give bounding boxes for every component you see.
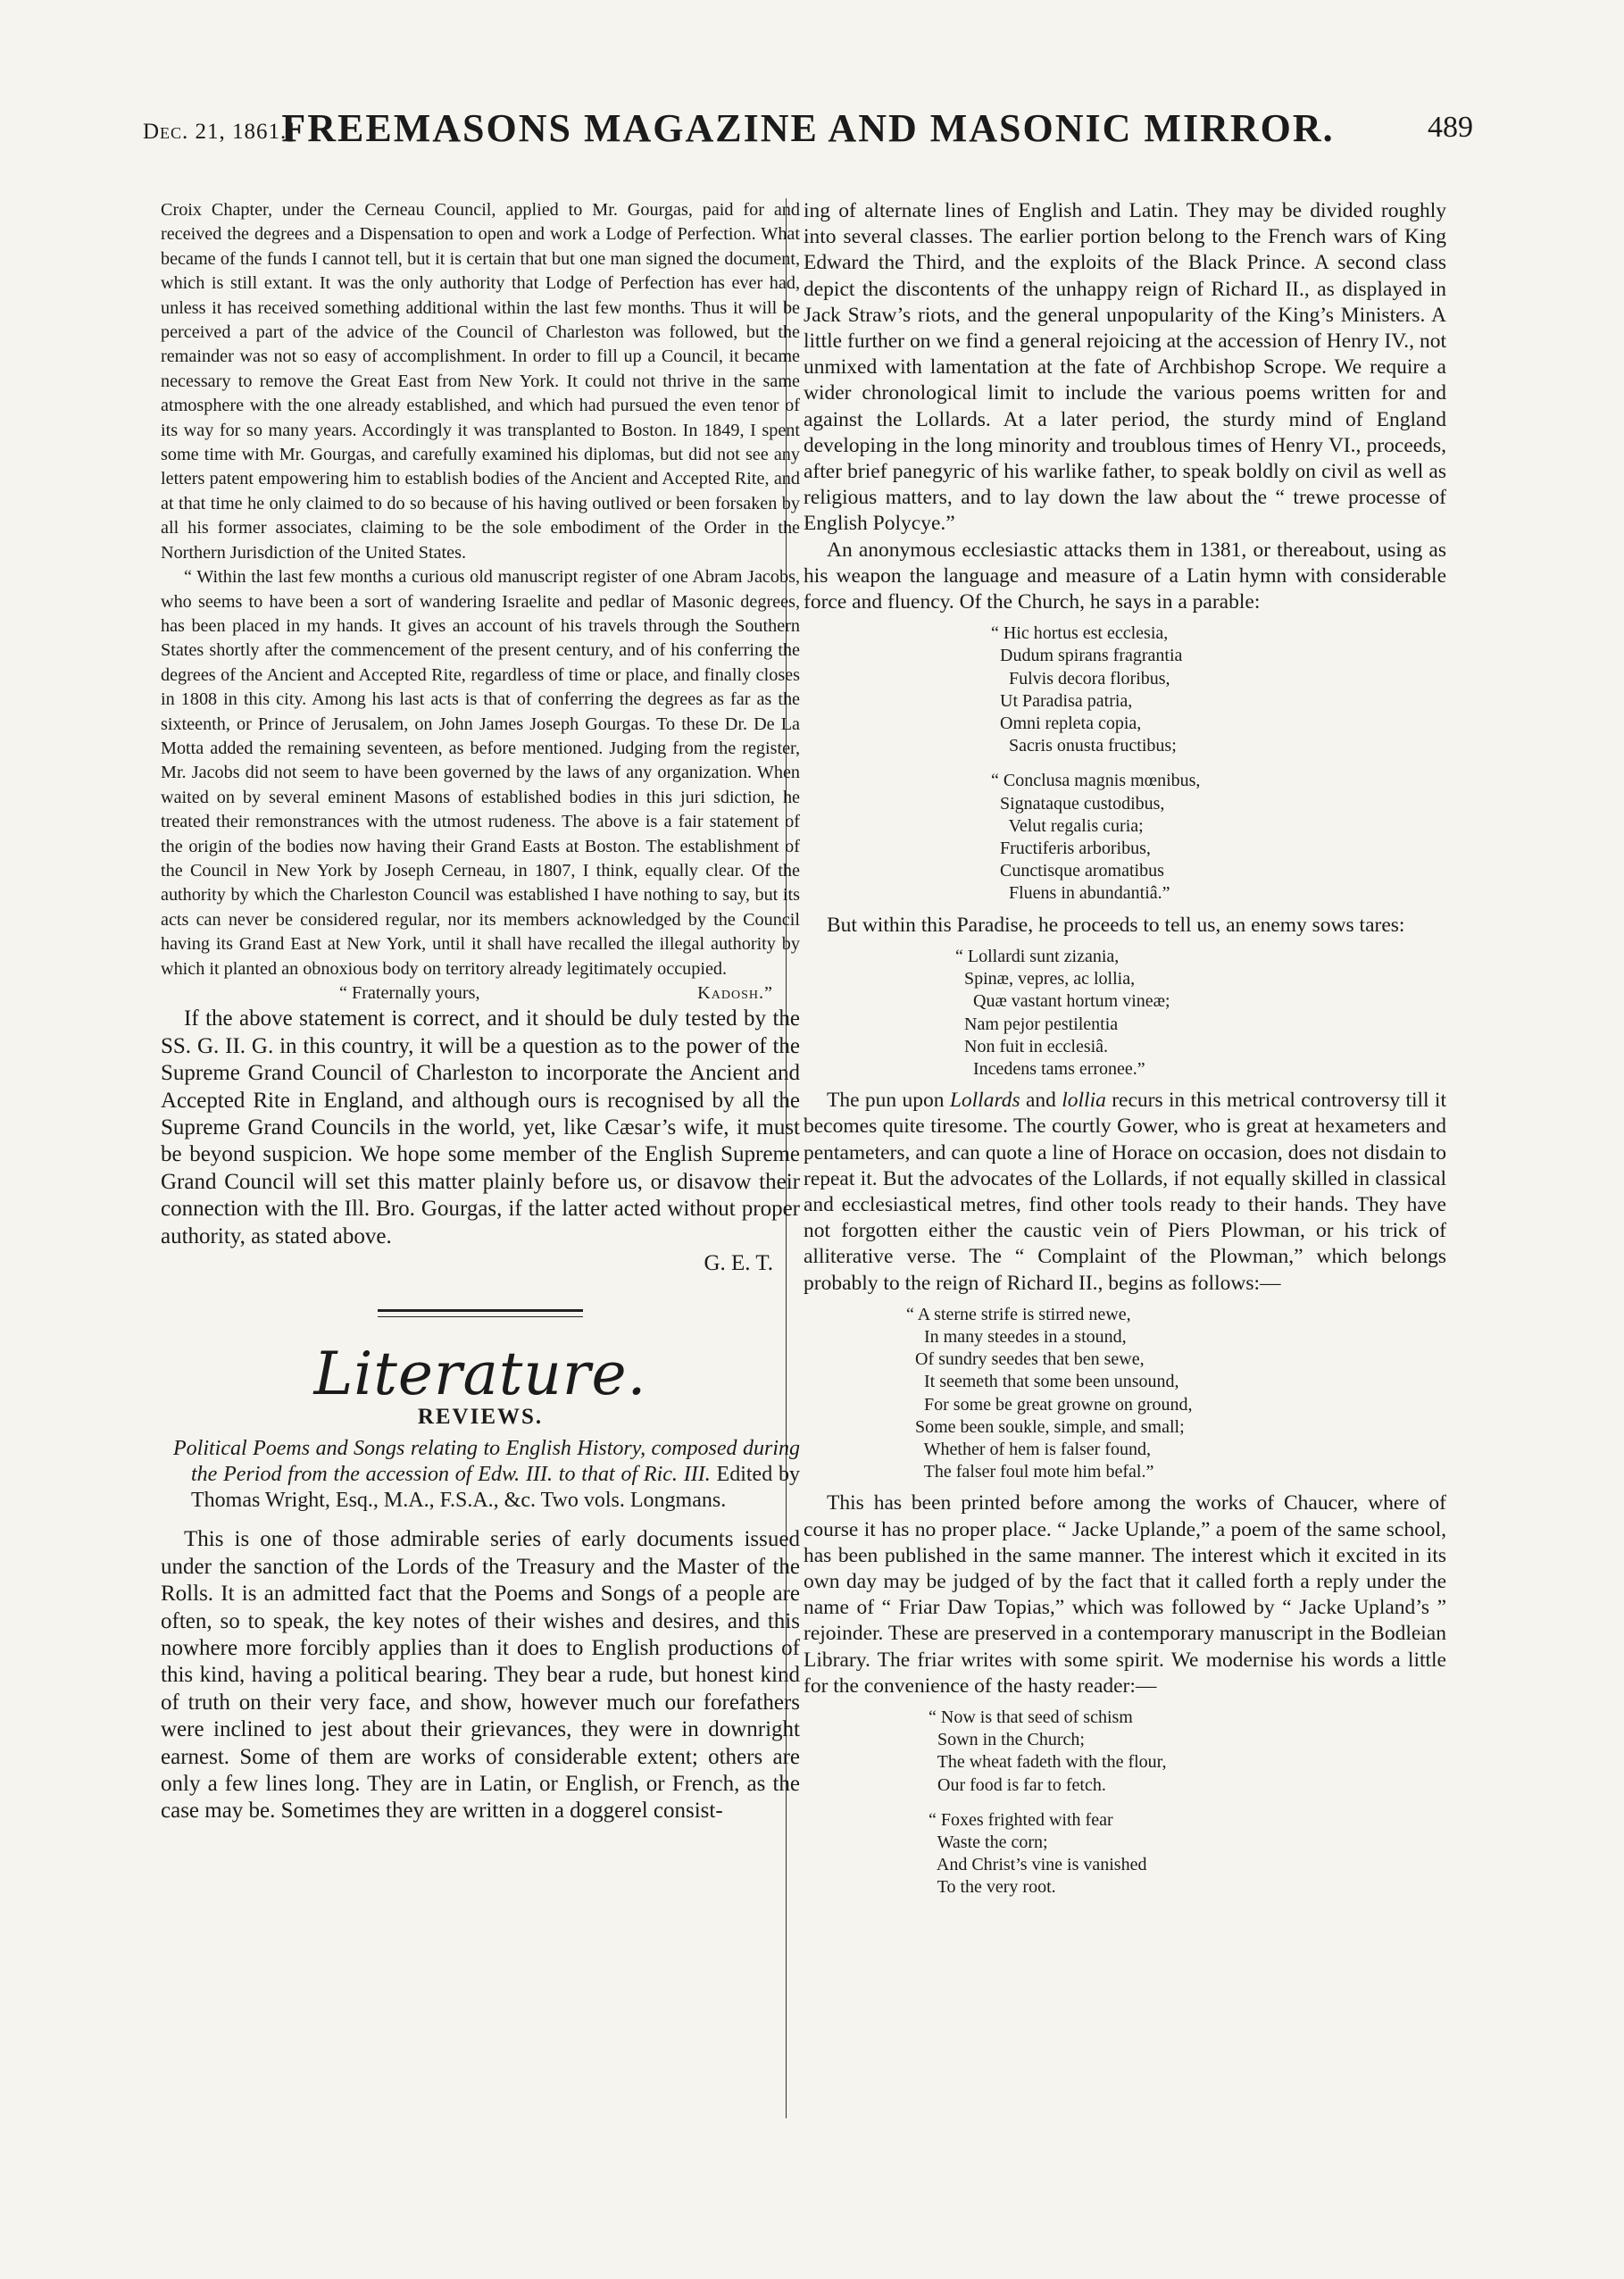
- reviews-heading: REVIEWS.: [417, 1404, 544, 1429]
- verse-line: Omni repleta copia,: [991, 714, 1142, 734]
- verse-line: Nam pejor pestilentia: [955, 1014, 1119, 1034]
- text-run: recurs in this metrical controversy till it becomes quite tiresome. The courtly Gower, who is great at hexameters and pentameters, and can quote a line of Horace on occasion, does not disdain to repeat it. But the advocates of the Lollards, if not equally skilled in classical and ecclesiastical metres, find other tools ready to their hands. They have not forgotten either the caustic vein of Piers Plowman, or his trick of alliterative verse. The “ Complaint of the Plowman,” which belongs probably to the reign of Richard II., begins as follows:—: [804, 1089, 1446, 1295]
- verse-line: “ Foxes frighted with fear: [929, 1809, 1113, 1830]
- book-title: [161, 1436, 800, 1514]
- verse-line: Quæ vastant hortum vineæ;: [955, 991, 1170, 1012]
- italic-word: Lollards: [949, 1089, 1020, 1113]
- verse-line: Fructiferis arboribus,: [991, 839, 1151, 859]
- book-title-text: Political Poems and Songs relating to English History, composed during the Period from the accession of Edw. III. to that of Ric. III.: [173, 1437, 800, 1487]
- verse-line: Whether of hem is falser found,: [906, 1439, 1151, 1459]
- signature: Kadosh.”: [697, 983, 773, 1003]
- verse-line: Velut regalis curia;: [991, 815, 1144, 836]
- page-number: 489: [1428, 111, 1473, 144]
- verse-line: Our food is far to fetch.: [929, 1774, 1106, 1795]
- left-column: [161, 198, 800, 1825]
- letter-signoff: [161, 981, 800, 1006]
- verse-line: To the very root.: [929, 1877, 1056, 1898]
- book-credit: Edited by Thomas Wright, Esq., M.A., F.S.A., &c. Two vols. Longmans.: [191, 1463, 801, 1513]
- latin-hymn-verse: [804, 622, 1446, 905]
- verse-line: Dudum spirans fragrantia: [991, 646, 1183, 666]
- review-paragraph-3: An anonymous ecclesiastic attacks them in 1381, or thereabout, using as his weapon the language and measure of a Latin hymn with considerable force and fluency. Of the Church, he says in a parable:: [804, 538, 1446, 614]
- verse-line: Sacris onusta fructibus;: [991, 736, 1177, 756]
- verse-line: In many steedes in a stound,: [906, 1326, 1127, 1347]
- verse-line: Fluens in abundantiâ.”: [991, 883, 1170, 904]
- verse-line: It seemeth that some been unsound,: [906, 1372, 1179, 1392]
- verse-line: “ Hic hortus est ecclesia,: [991, 623, 1169, 644]
- issue-date: Dec. 21, 1861.]: [143, 120, 296, 144]
- stanza-gap: [929, 1797, 1446, 1809]
- verse-line: Fulvis decora floribus,: [991, 668, 1170, 689]
- signoff-text: “ Fraternally yours,: [339, 983, 480, 1003]
- verse-line: Cunctisque aromatibus: [991, 861, 1164, 881]
- letter-paragraph-1: Croix Chapter, under the Cerneau Council, applied to Mr. Gourgas, paid for and received the degrees and a Dispensation to open and work a Lodge of Perfection. What became of the funds I cannot tell, but it is certain that but one man signed the document, which is still extant. It was the only authority that Lodge of Perfection has ever had, unless it has received something additional within the last few months. Thus it will be perceived a part of the advice of the Council of Charleston was followed, but the remainder was not so easy of accomplishment. In order to fill up a Council, it became necessary to remove the Great East from New York. It could not thrive in the same atmosphere with the one already established, and which had pursued the even tenor of its way for so many years. Accordingly it was transplanted to Boston. In 1849, I spent some time with Mr. Gourgas, and carefully examined his diplomas, but did not see any letters patent empowering him to establish bodies of the Ancient and Accepted Rite, and at that time he only claimed to do so because of his having outlived or been forsaken by all his former associates, claiming to be the sole embodiment of the Order in the Northern Jurisdiction of the United States.: [161, 200, 800, 563]
- review-paragraph-4: But within this Paradise, he proceeds to tell us, an enemy sows tares:: [827, 913, 1405, 937]
- letter-paragraph-2: “ Within the last few months a curious old manuscript register of one Abram Jacobs, who seems to have been a sort of wandering Israelite and pedlar of Masonic degrees, has been placed in my hands. It gives an account of his travels through the Southern States shortly after the commencement of the present century, and of his conferring the degrees of the Ancient and Accepted Rite, regardless of time or place, and finally closes in 1808 in this city. Among his last acts is that of conferring the degrees as far as the sixteenth, or Prince of Jerusalem, on John James Joseph Gourgas. To these Dr. De La Motta added the remaining seventeen, as before mentioned. Judging from the register, Mr. Jacobs did not seem to have been governed by the laws of any organization. When waited on by several eminent Masons of established bodies in this juri sdiction, he treated their remonstrances with the utmost rudeness. The above is a fair statement of the origin of the bodies now having their Grand Easts at Boston. The establishment of the Council in New York by Joseph Cerneau, in 1807, I think, equally clear. Of the authority by which the Charleston Council was established I have nothing to say, but its acts can never be considered regular, nor its members acknowledged by the Council having its Grand East at New York, until it shall have recalled the illegal authority by which it planted an obnoxious body on territory already legitimately occupied.: [161, 567, 800, 979]
- section-heading: Literature.: [313, 1340, 647, 1409]
- stanza-gap: [991, 757, 1446, 770]
- editor-comment: If the above statement is correct, and it should be duly tested by the SS. G. II. G. in this country, it will be a question as to the power of the Supreme Grand Council of Charleston to incorporate the Ancient and Accepted Rite in England, and although ours is recognised by all the Supreme Grand Councils in the world, yet, like Cæsar’s wife, it must be beyond suspicion. We hope some member of the English Supreme Grand Council will set this matter plainly before us, or disavow their connection with the Ill. Bro. Gourgas, if the latter acted without proper authority, as stated above.: [161, 1006, 800, 1248]
- verse-line: Of sundry seedes that ben sewe,: [906, 1349, 1145, 1370]
- verse-line: Ut Paradisa patria,: [991, 690, 1133, 711]
- review-paragraph-1: This is one of those admirable series of early documents issued under the sanction of the Lords of the Treasury and the Master of the Rolls. It is an admitted fact that the Poems and Songs of a people are often, so to speak, the key notes of their wishes and desires, and this nowhere more forcibly applies than it does to English productions of this kind, having a political bearing. They bear a rude, but honest kind of truth on their very face, and show, however much our forefathers were inclined to jest about their grievances, they were in downright earnest. Some of them are works of considerable extent; others are only a few lines long. They are in Latin, or English, or French, as the case may be. Sometimes they are written in a doggerel consist-: [161, 1527, 800, 1824]
- magazine-title: FREEMASONS MAGAZINE AND MASONIC MIRROR.: [281, 106, 1335, 150]
- verse-line: Some been soukle, simple, and small;: [906, 1416, 1185, 1437]
- right-column: [804, 198, 1446, 1907]
- section-rule: [378, 1309, 583, 1317]
- verse-line: Spinæ, vepres, ac lollia,: [955, 969, 1136, 989]
- italic-word: lollia: [1062, 1089, 1106, 1113]
- verse-line: Sown in the Church;: [929, 1730, 1085, 1750]
- verse-line: And Christ’s vine is vanished: [929, 1855, 1147, 1875]
- verse-line: Signataque custodibus,: [991, 793, 1165, 814]
- verse-line: “ Now is that seed of schism: [929, 1707, 1133, 1727]
- friar-verse: [804, 1707, 1446, 1899]
- verse-line: The falser foul mote him befal.”: [906, 1462, 1154, 1482]
- verse-line: “ Conclusa magnis mœnibus,: [991, 771, 1201, 791]
- author-initials: G. E. T.: [704, 1251, 773, 1276]
- masthead: [134, 105, 1482, 159]
- verse-line: Incedens tams erronee.”: [955, 1058, 1145, 1079]
- verse-line: The wheat fadeth with the flour,: [929, 1752, 1167, 1773]
- text-run: The pun upon: [827, 1089, 950, 1113]
- verse-line: For some be great growne on ground,: [906, 1394, 1193, 1415]
- text-run: and: [1020, 1089, 1062, 1113]
- verse-line: Non fuit in ecclesiâ.: [955, 1036, 1109, 1056]
- verse-line: Waste the corn;: [929, 1832, 1048, 1852]
- review-paragraph-6: This has been printed before among the works of Chaucer, where of course it has no proper place. “ Jacke Uplande,” a poem of the same school, has been published in the same manner. The interest which it excited in its own day may be judged of by the fact that it called forth a reply under the name of “ Friar Daw Topias,” which was followed by “ Jacke Upland’s ” rejoinder. These are preserved in a contemporary manuscript in the Bodleian Library. The friar writes with some spirit. We modernise his words a little for the convenience of the hasty reader:—: [804, 1491, 1446, 1698]
- plowman-verse: [804, 1304, 1446, 1484]
- verse-line: “ A sterne strife is stirred newe,: [906, 1304, 1131, 1324]
- verse-line: “ Lollardi sunt zizania,: [955, 946, 1120, 966]
- review-paragraph-5: [804, 1088, 1446, 1297]
- lollard-verse: [804, 946, 1446, 1081]
- review-paragraph-2: ing of alternate lines of English and Latin. They may be divided roughly into several classes. The earlier portion belong to the French wars of King Edward the Third, and the exploits of the Black Prince. A second class depict the discontents of the unhappy reign of Richard II., as displayed in Jack Straw’s riots, and the general unpopularity of the King’s Ministers. A little further on we find a general rejoicing at the accession of Henry IV., not unmixed with lamentation at the fate of Archbishop Scrope. We require a wider chronological limit to include the various poems written for and against the Lollards. At a later period, the sturdy mind of England developing in the long minority and troublous times of Henry VI., proceeds, after brief panegyric of his warlike father, to speak boldly on civil as well as religious matters, and to lay down the law about the “ trewe processe of English Polycye.”: [804, 199, 1446, 536]
